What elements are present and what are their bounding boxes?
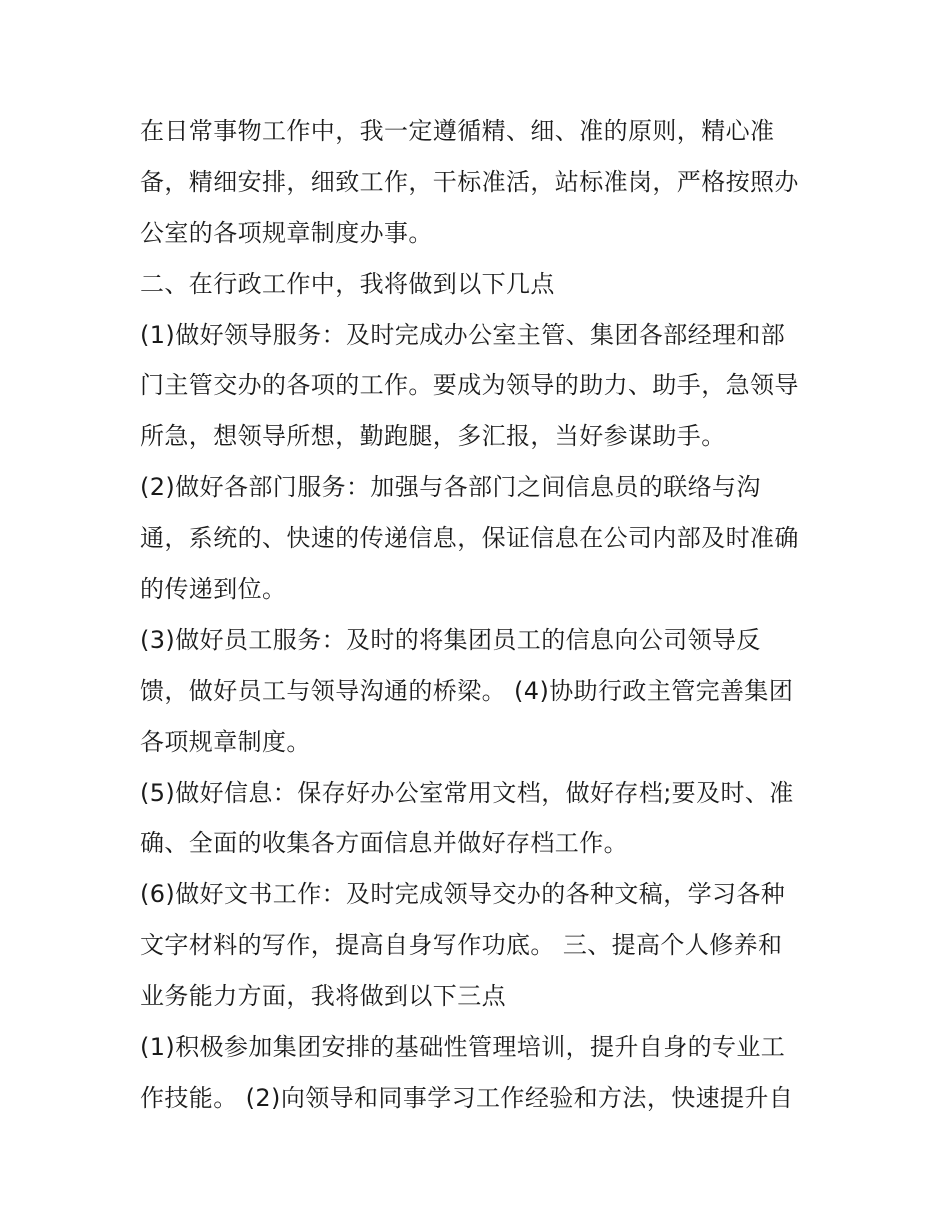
text-line: (3)做好员工服务：及时的将集团员工的信息向公司领导反 xyxy=(140,625,761,654)
text-line: 门主管交办的各项的工作。要成为领导的助力、助手，急领导 xyxy=(140,371,799,400)
text-line: (1)做好领导服务：及时完成办公室主管、集团各部经理和部 xyxy=(140,320,786,349)
text-line: 通，系统的、快速的传递信息，保证信息在公司内部及时准确 xyxy=(140,524,799,553)
section-heading: 二、在行政工作中，我将做到以下几点 xyxy=(140,269,555,298)
text-line: (1)积极参加集团安排的基础性管理培训，提升自身的专业工 xyxy=(140,1033,786,1062)
text-line: 在日常事物工作中，我一定遵循精、细、准的原则，精心准 xyxy=(140,117,775,145)
body-text xyxy=(140,106,820,1124)
text-line: 确、全面的收集各方面信息并做好存档工作。 xyxy=(140,829,628,858)
text-line: 业务能力方面，我将做到以下三点 xyxy=(140,982,506,1011)
text-line: 的传递到位。 xyxy=(140,575,287,604)
text-line: 馈，做好员工与领导沟通的桥梁。 (4)协助行政主管完善集团 xyxy=(140,676,794,705)
text-line: 文字材料的写作，提高自身写作功底。 三、提高个人修养和 xyxy=(140,931,783,960)
text-line: (2)做好各部门服务：加强与各部门之间信息员的联络与沟 xyxy=(140,473,761,502)
text-line: (6)做好文书工作：及时完成领导交办的各种文稿，学习各种 xyxy=(140,880,786,909)
text-line: 所急，想领导所想，勤跑腿，多汇报，当好参谋助手。 xyxy=(140,422,726,451)
text-line: 各项规章制度。 xyxy=(140,727,311,756)
text-line: 公室的各项规章制度办事。 xyxy=(140,218,433,247)
text-line: 作技能。 (2)向领导和同事学习工作经验和方法，快速提升自 xyxy=(140,1083,794,1112)
text-line: (5)做好信息：保存好办公室常用文档，做好存档;要及时、准 xyxy=(140,778,794,807)
text-line: 备，精细安排，细致工作，干标准活，站标准岗，严格按照办 xyxy=(140,167,799,196)
